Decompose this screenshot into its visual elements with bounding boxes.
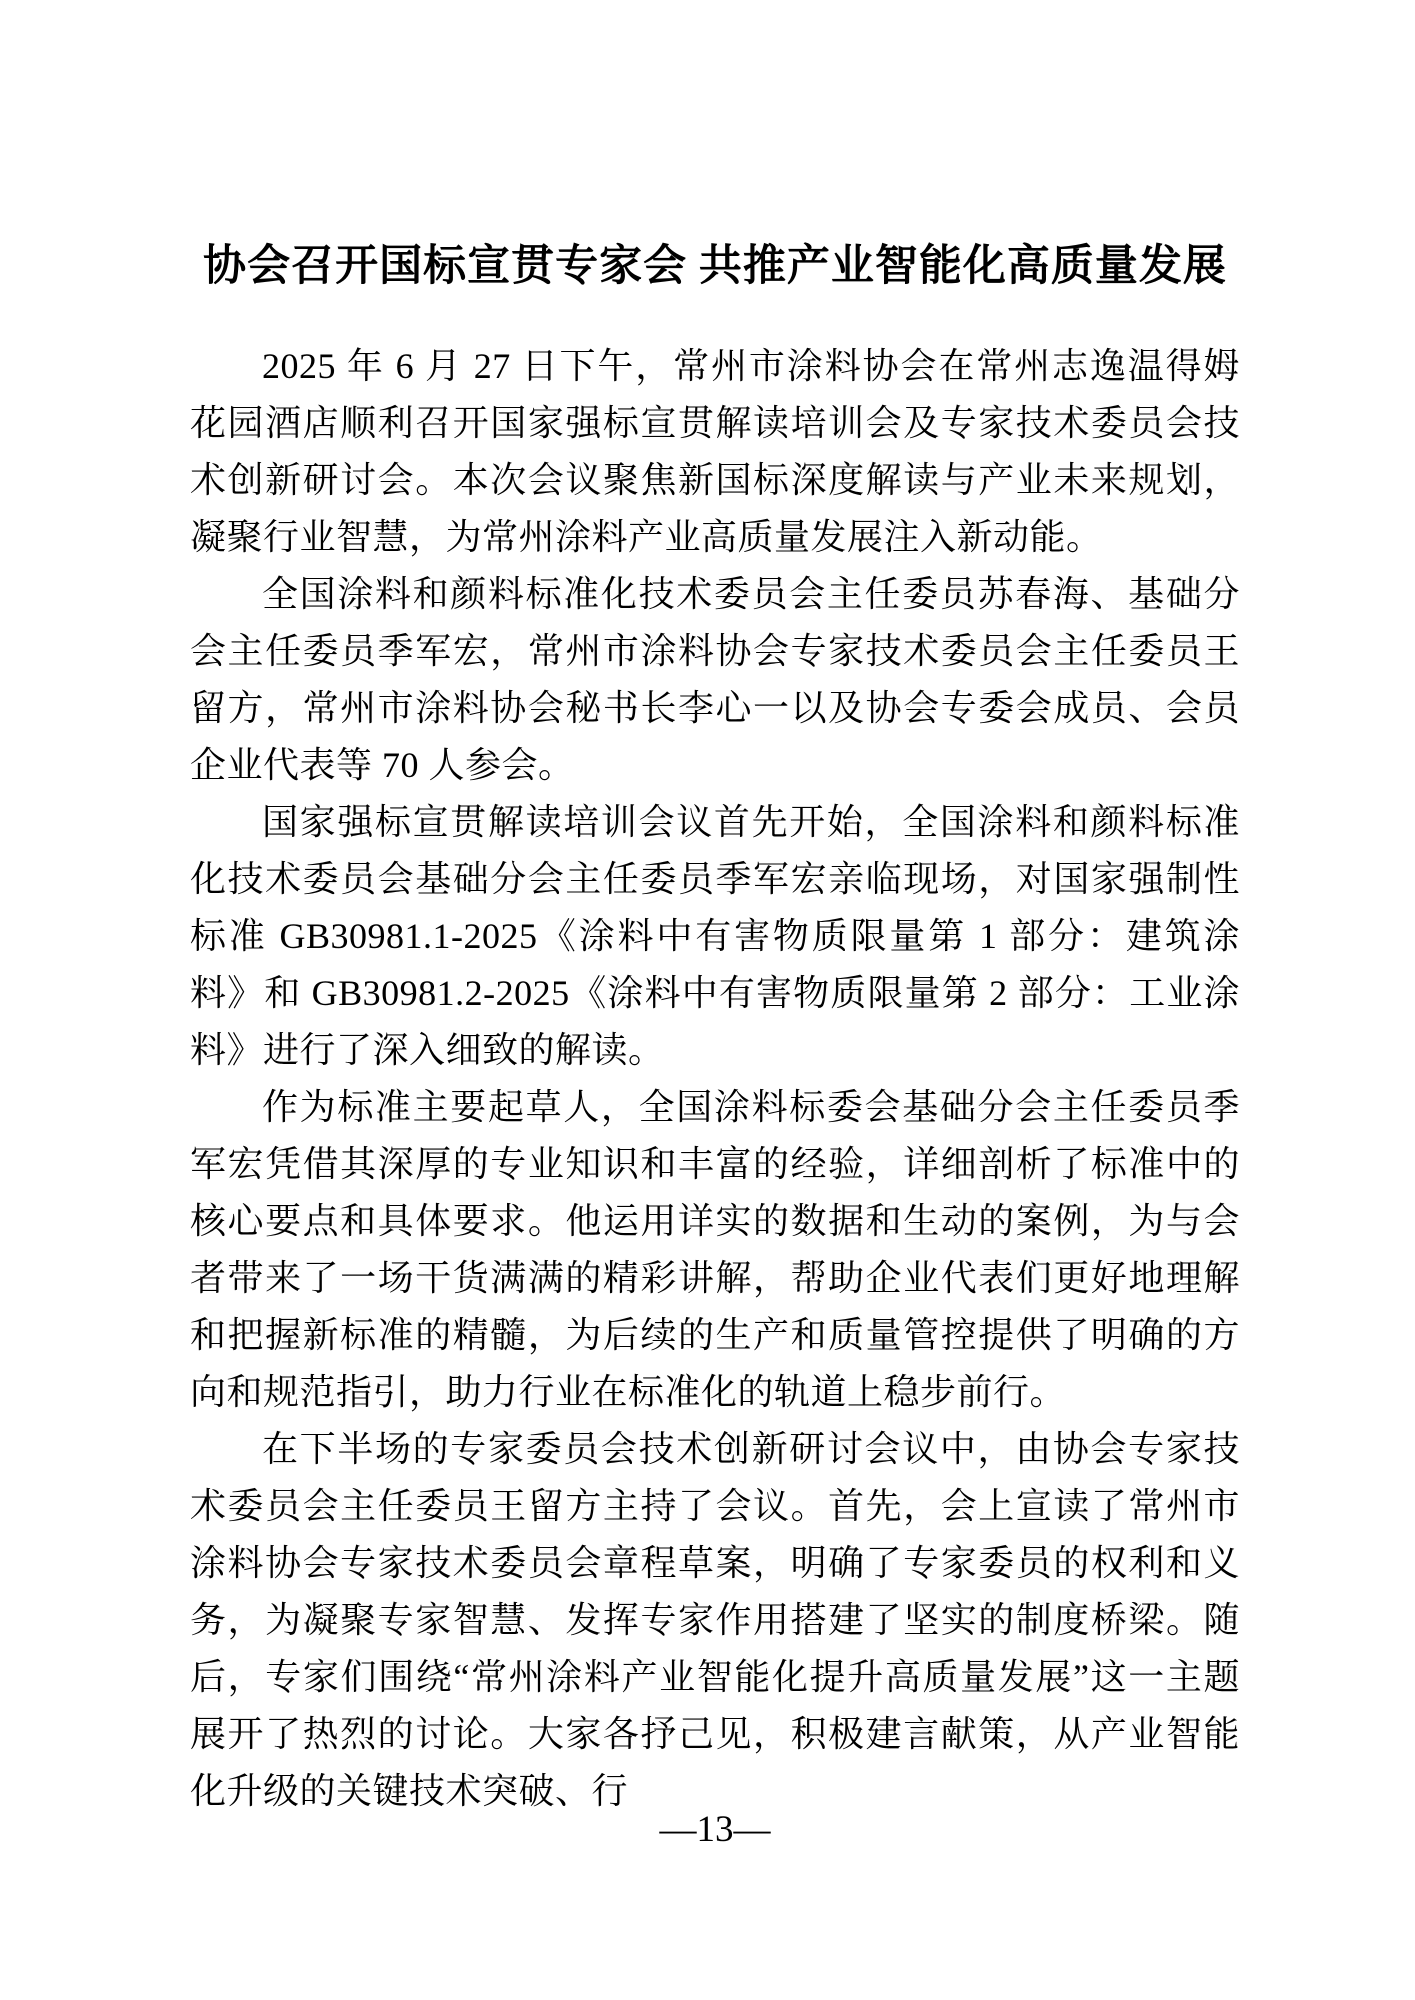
paragraph-3: 国家强标宣贯解读培训会议首先开始，全国涂料和颜料标准化技术委员会基础分会主任委员季军宏亲临现场，对国家强制性标准 GB30981.1-2025《涂料中有害物质限量第 1 部分：建筑涂料》和 GB30981.2-2025《涂料中有害物质限量第 2 部分：工业涂料》进行了深入细致的解读。	[190, 802, 1240, 1070]
paragraph-2: 全国涂料和颜料标准化技术委员会主任委员苏春海、基础分会主任委员季军宏，常州市涂料协会专家技术委员会主任委员王留方，常州市涂料协会秘书长李心一以及协会专委会成员、会员企业代表等 70 人参会。	[190, 574, 1240, 785]
document-content	[190, 242, 1240, 1820]
page-number: —13—	[659, 1809, 771, 1850]
paragraph-1: 2025 年 6 月 27 日下午，常州市涂料协会在常州志逸温得姆花园酒店顺利召开国家强标宣贯解读培训会及专家技术委员会技术创新研讨会。本次会议聚焦新国标深度解读与产业未来规划，凝聚行业智慧，为常州涂料产业高质量发展注入新动能。	[190, 346, 1240, 557]
paragraph-4: 作为标准主要起草人，全国涂料标委会基础分会主任委员季军宏凭借其深厚的专业知识和丰富的经验，详细剖析了标准中的核心要点和具体要求。他运用详实的数据和生动的案例，为与会者带来了一场干货满满的精彩讲解，帮助企业代表们更好地理解和把握新标准的精髓，为后续的生产和质量管控提供了明确的方向和规范指引，助力行业在标准化的轨道上稳步前行。	[190, 1087, 1240, 1412]
document-body	[190, 338, 1240, 1820]
paragraph-5: 在下半场的专家委员会技术创新研讨会议中，由协会专家技术委员会主任委员王留方主持了会议。首先，会上宣读了常州市涂料协会专家技术委员会章程草案，明确了专家委员的权利和义务，为凝聚专家智慧、发挥专家作用搭建了坚实的制度桥梁。随后，专家们围绕“常州涂料产业智能化提升高质量发展”这一主题展开了热烈的讨论。大家各抒己见，积极建言献策，从产业智能化升级的关键技术突破、行	[190, 1429, 1240, 1811]
document-title: 协会召开国标宣贯专家会 共推产业智能化高质量发展	[203, 243, 1227, 290]
